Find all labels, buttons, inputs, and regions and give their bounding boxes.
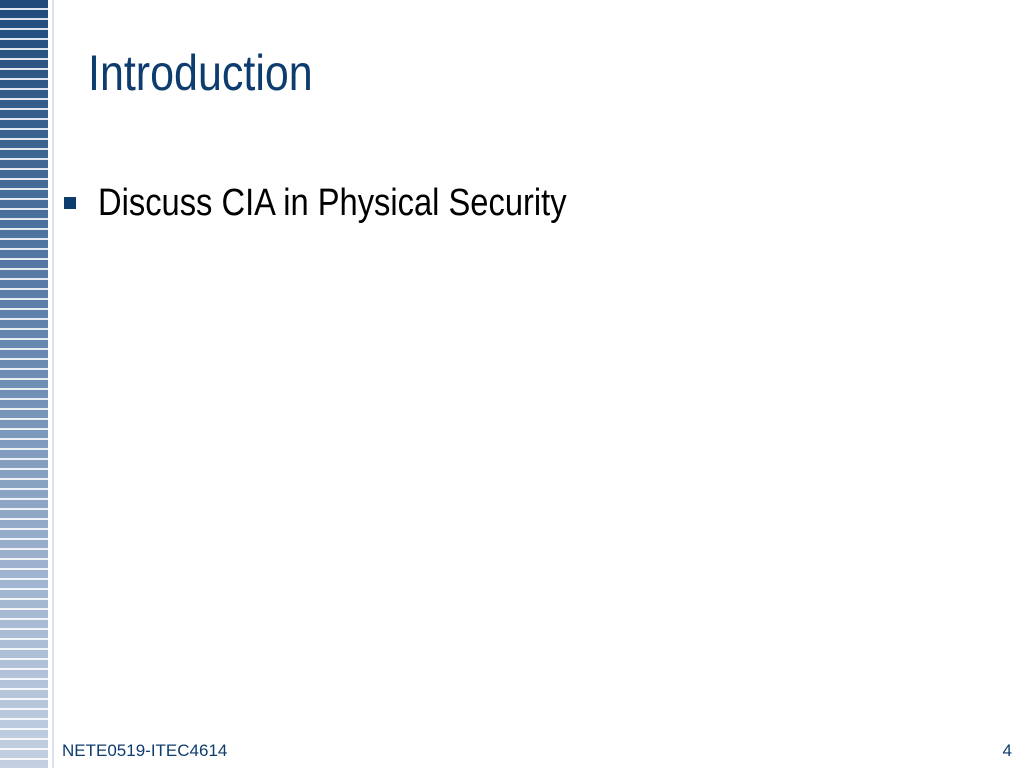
side-divider	[52, 0, 54, 768]
bullet-list	[64, 178, 643, 228]
square-bullet-icon	[64, 197, 76, 209]
footer-course-code: NETE0519-ITEC4614	[62, 741, 228, 760]
decorative-side-band	[0, 0, 48, 768]
slide-number: 4	[1002, 741, 1012, 760]
slide-title: Introduction	[88, 45, 313, 101]
bullet-text: Discuss CIA in Physical Security	[98, 181, 567, 224]
bullet-item	[64, 178, 643, 228]
